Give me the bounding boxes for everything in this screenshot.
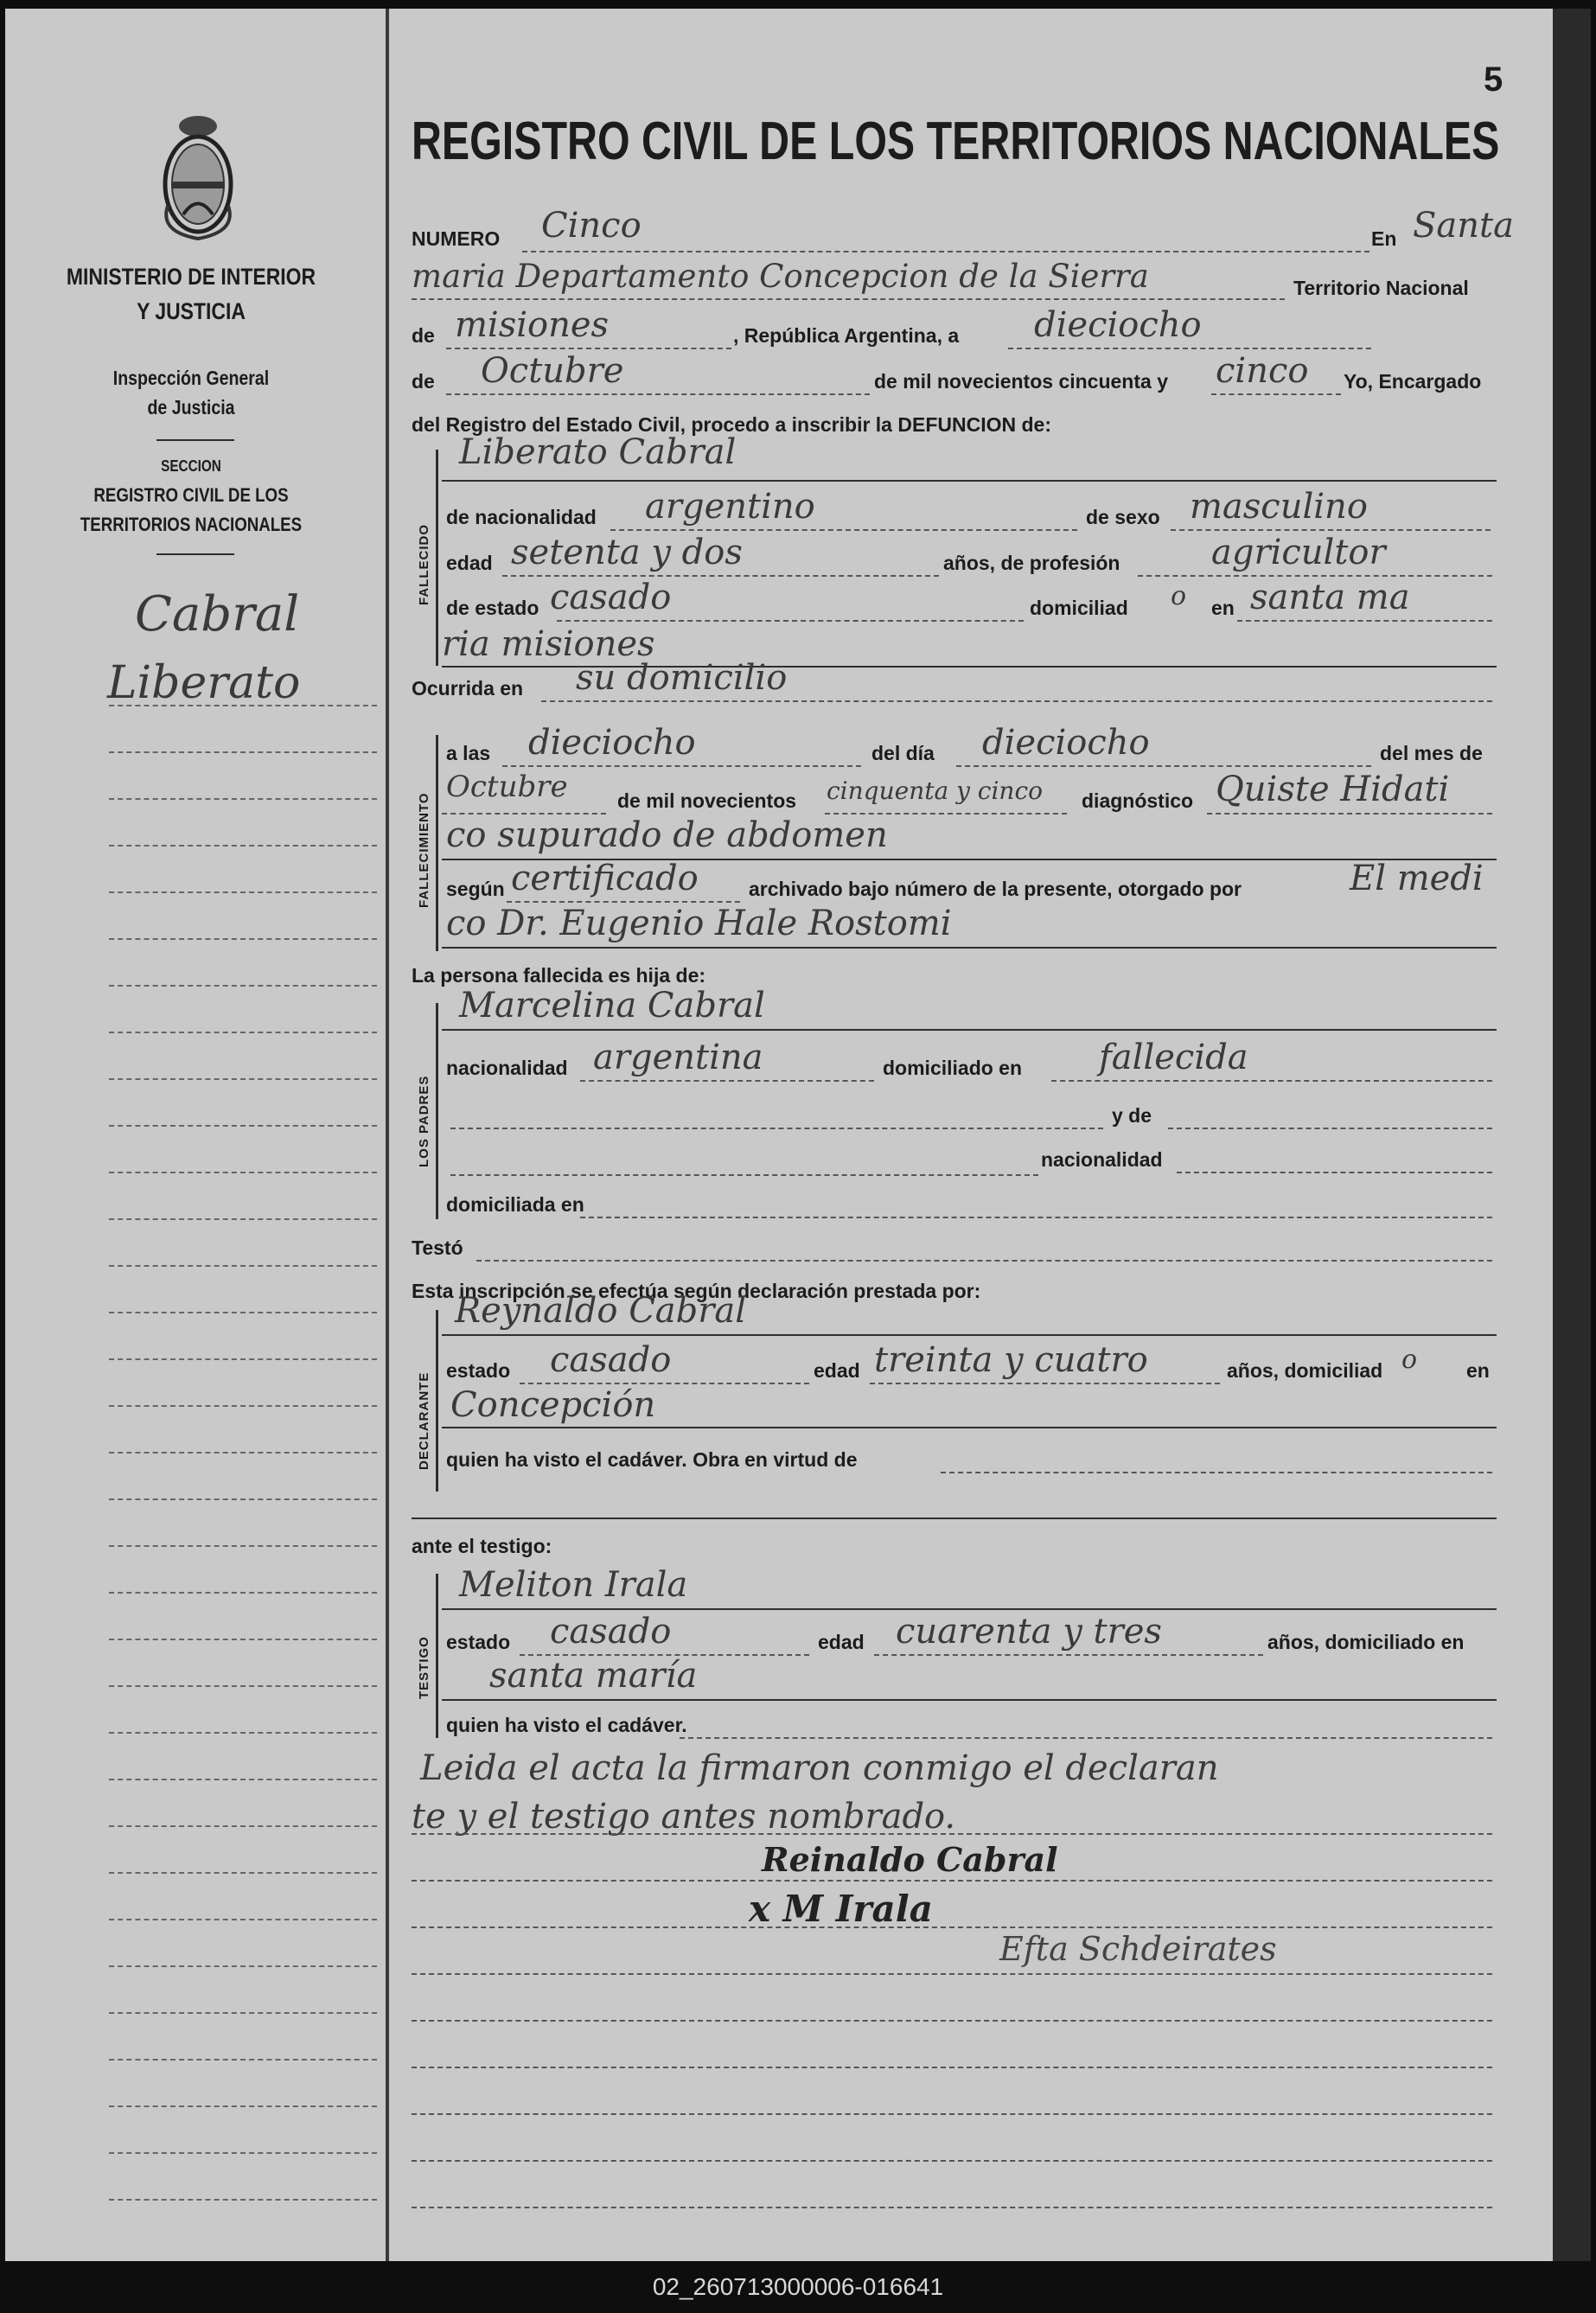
fill-line bbox=[825, 813, 1067, 815]
republica-label: , República Argentina, a bbox=[733, 324, 960, 347]
mes-value: Octubre bbox=[481, 351, 624, 391]
visto-label: quien ha visto el cadáver. bbox=[446, 1714, 687, 1736]
fill-line bbox=[1207, 813, 1492, 815]
otorgado-value-1: El medi bbox=[1350, 859, 1484, 898]
fill-line bbox=[1237, 620, 1492, 622]
fill-line bbox=[412, 1518, 1497, 1519]
fill-line bbox=[1211, 393, 1341, 395]
territorio-label: Territorio Nacional bbox=[1293, 277, 1469, 299]
fill-line bbox=[580, 1217, 1492, 1218]
y-de-label: y de bbox=[1112, 1104, 1152, 1127]
fill-line bbox=[476, 1260, 1492, 1262]
body-ruled-line bbox=[412, 2067, 1492, 2068]
test-edad-value: cuarenta y tres bbox=[896, 1612, 1162, 1652]
section-fallecimiento: FALLECIMIENTO bbox=[417, 792, 431, 908]
madre-value: Marcelina Cabral bbox=[459, 986, 765, 1026]
diagnostico-value-2: co supurado de abdomen bbox=[446, 815, 888, 855]
section-testigo: TESTIGO bbox=[417, 1636, 431, 1699]
margin-ruled-line bbox=[109, 1358, 377, 1360]
section-bracket bbox=[436, 1310, 438, 1492]
section-bracket bbox=[436, 735, 438, 951]
fill-line bbox=[1168, 1128, 1492, 1129]
fill-line bbox=[507, 901, 740, 903]
nombre-value: Liberato Cabral bbox=[459, 432, 737, 472]
margin-ruled-line bbox=[109, 1919, 377, 1920]
fill-line bbox=[450, 1128, 1103, 1129]
edad2-label: edad bbox=[814, 1359, 860, 1382]
fill-line bbox=[557, 620, 1024, 622]
section-bracket bbox=[436, 1574, 438, 1738]
margin-ruled-line bbox=[109, 705, 377, 706]
margin-ruled-line bbox=[109, 1172, 377, 1173]
fill-line bbox=[1051, 1080, 1492, 1082]
margin-ruled-line bbox=[109, 1592, 377, 1594]
ante-testigo-label: ante el testigo: bbox=[412, 1535, 552, 1557]
closing-line-2: te y el testigo antes nombrado. bbox=[412, 1797, 956, 1837]
margin-ruled-line bbox=[109, 938, 377, 940]
nacionalidad3-label: nacionalidad bbox=[1041, 1148, 1163, 1171]
estado2-label: estado bbox=[446, 1359, 511, 1382]
domicilio-value-1: santa ma bbox=[1250, 578, 1410, 617]
fill-line bbox=[520, 1383, 809, 1384]
margin-ruled-line bbox=[109, 1265, 377, 1267]
segun-value: certificado bbox=[511, 859, 699, 898]
inspection-name: Inspección General de Justicia bbox=[112, 367, 270, 419]
closing-line-1: Leida el acta la firmaron conmigo el declaran bbox=[420, 1748, 1219, 1788]
domicilio-value-2: ria misiones bbox=[442, 624, 655, 664]
segun-label: según bbox=[446, 878, 505, 900]
inscripcion-label: Esta inscripción se efectúa según declaración prestada por: bbox=[412, 1280, 981, 1302]
body-ruled-line bbox=[412, 1973, 1492, 1975]
ano-fallec-value: cinquenta y cinco bbox=[827, 776, 1044, 805]
margin-ruled-line bbox=[109, 1545, 377, 1547]
margin-ruled-line bbox=[109, 2059, 377, 2061]
margin-ruled-line bbox=[109, 2012, 377, 2014]
margin-rule bbox=[156, 553, 234, 555]
testigo-value: Meliton Irala bbox=[459, 1565, 688, 1605]
margin-surname: Cabral bbox=[135, 586, 300, 642]
de2-label: de bbox=[412, 370, 435, 393]
numero-label: NUMERO bbox=[412, 227, 501, 250]
margin-ruled-line bbox=[109, 798, 377, 800]
test-estado-value: casado bbox=[550, 1612, 672, 1652]
registro-label: del Registro del Estado Civil, procedo a inscribir la DEFUNCION de: bbox=[412, 413, 1051, 436]
del-dia-label: del día bbox=[871, 742, 935, 764]
diagnostico-label: diagnóstico bbox=[1082, 789, 1194, 812]
body-ruled-line bbox=[412, 1880, 1492, 1882]
decl-edad-value: treinta y cuatro bbox=[874, 1340, 1148, 1380]
argentina-coat-of-arms-icon bbox=[159, 111, 237, 240]
margin-ruled-line bbox=[109, 1685, 377, 1687]
page-number: 5 bbox=[1484, 61, 1503, 99]
fill-line bbox=[870, 1383, 1220, 1384]
territorio-value: misiones bbox=[455, 305, 610, 345]
anos-profesion-label: años, de profesión bbox=[943, 552, 1120, 574]
margin-ruled-line bbox=[109, 1732, 377, 1734]
fill-line bbox=[541, 700, 1492, 702]
margin-ruled-line bbox=[109, 845, 377, 847]
lugar-value: maria Departamento Concepcion de la Sierra bbox=[412, 258, 1149, 295]
body-ruled-line bbox=[412, 1833, 1492, 1835]
section-padres: LOS PADRES bbox=[417, 1075, 431, 1167]
signature-encargado: Efta Schdeirates bbox=[999, 1930, 1277, 1968]
mil-novecientos-label: de mil novecientos cincuenta y bbox=[874, 370, 1168, 393]
fill-line bbox=[956, 765, 1371, 767]
fill-line bbox=[874, 1654, 1263, 1656]
numero-value: Cinco bbox=[541, 206, 642, 246]
dom-suffix: o bbox=[1171, 581, 1187, 611]
edad3-label: edad bbox=[818, 1631, 865, 1653]
decl-dom-suffix: o bbox=[1401, 1345, 1418, 1375]
signature-declarante: Reinaldo Cabral bbox=[762, 1840, 1058, 1879]
register-page bbox=[5, 9, 1553, 2261]
anos-dom-label: años, domiciliad bbox=[1227, 1359, 1383, 1382]
domiciliada-en-label: domiciliada en bbox=[446, 1193, 584, 1216]
fill-line bbox=[680, 1737, 1492, 1739]
en-label: En bbox=[1371, 227, 1397, 250]
margin-ruled-line bbox=[109, 1452, 377, 1454]
diagnostico-value-1: Quiste Hidati bbox=[1216, 770, 1450, 809]
fill-line bbox=[580, 1080, 874, 1082]
fill-line bbox=[1177, 1172, 1492, 1173]
anos-dom3-label: años, domiciliado en bbox=[1267, 1631, 1465, 1653]
ocurrida-label: Ocurrida en bbox=[412, 677, 524, 700]
visto-obra-label: quien ha visto el cadáver. Obra en virtud de bbox=[446, 1448, 858, 1471]
fill-line bbox=[412, 298, 1285, 300]
estado-value: casado bbox=[550, 578, 672, 617]
section-bracket bbox=[436, 450, 438, 666]
margin-ruled-line bbox=[109, 1825, 377, 1827]
image-reference: 02_260713000006-016641 bbox=[0, 2261, 1596, 2313]
section-bracket bbox=[436, 1003, 438, 1219]
body-ruled-line bbox=[412, 2207, 1492, 2208]
testo-label: Testó bbox=[412, 1236, 463, 1259]
margin-ruled-line bbox=[109, 1405, 377, 1407]
fill-line bbox=[941, 1472, 1492, 1473]
margin-ruled-line bbox=[109, 1125, 377, 1127]
section-fallecido: FALLECIDO bbox=[417, 524, 431, 605]
margin-ruled-line bbox=[109, 1639, 377, 1640]
estado-label: de estado bbox=[446, 597, 539, 619]
en-label: en bbox=[1211, 597, 1235, 619]
margin-ruled-line bbox=[109, 2152, 377, 2154]
margin-ruled-line bbox=[109, 1312, 377, 1313]
dia-fallec-value: dieciocho bbox=[982, 723, 1150, 763]
margin-ruled-line bbox=[109, 1779, 377, 1780]
body-ruled-line bbox=[412, 1926, 1492, 1928]
fill-line bbox=[442, 1334, 1497, 1336]
margin-ruled-line bbox=[109, 1078, 377, 1080]
decl-dom-value: Concepción bbox=[450, 1385, 656, 1425]
section-declarante: DECLARANTE bbox=[417, 1371, 431, 1470]
margin-ruled-line bbox=[109, 1965, 377, 1967]
fill-line bbox=[1008, 348, 1371, 349]
fill-line bbox=[522, 251, 1369, 252]
fill-line bbox=[502, 575, 939, 577]
body-ruled-line bbox=[412, 2020, 1492, 2022]
ministry-name: MINISTERIO DE INTERIOR Y JUSTICIA bbox=[66, 264, 316, 324]
hora-value: dieciocho bbox=[528, 723, 696, 763]
nacionalidad2-label: nacionalidad bbox=[446, 1057, 568, 1079]
body-ruled-line bbox=[412, 2160, 1492, 2162]
mes-fallec-value: Octubre bbox=[446, 770, 568, 804]
domiciliado-en-label: domiciliado en bbox=[883, 1057, 1023, 1079]
en-value: Santa bbox=[1413, 206, 1514, 246]
fill-line bbox=[610, 529, 1077, 531]
madre-nac-value: argentina bbox=[593, 1038, 763, 1077]
margin-ruled-line bbox=[109, 751, 377, 753]
madre-dom-value: fallecida bbox=[1099, 1038, 1248, 1077]
profesion-value: agricultor bbox=[1211, 533, 1386, 572]
margin-ruled-line bbox=[109, 985, 377, 987]
margin-ruled-line bbox=[109, 1872, 377, 1874]
margin-ruled-line bbox=[109, 1498, 377, 1500]
page-title: REGISTRO CIVIL DE LOS TERRITORIOS NACIONALES bbox=[412, 112, 1500, 171]
fill-line bbox=[1138, 575, 1492, 577]
ocurrida-value: su domicilio bbox=[576, 658, 788, 698]
body-ruled-line bbox=[412, 2113, 1492, 2115]
nacionalidad-label: de nacionalidad bbox=[446, 506, 597, 528]
de-label: de bbox=[412, 324, 435, 347]
archivado-label: archivado bajo número de la presente, otorgado por bbox=[749, 878, 1242, 900]
margin-ruled-line bbox=[109, 891, 377, 893]
fill-line bbox=[1171, 529, 1491, 531]
domiciliado-label: domiciliad bbox=[1030, 597, 1128, 619]
margin-ruled-line bbox=[109, 2105, 377, 2107]
fill-line bbox=[442, 1029, 1497, 1031]
sexo-value: masculino bbox=[1190, 487, 1368, 527]
fill-line bbox=[442, 1427, 1497, 1428]
fill-line bbox=[442, 813, 606, 815]
fill-line bbox=[442, 1608, 1497, 1610]
del-mes-label: del mes de bbox=[1380, 742, 1483, 764]
signature-testigo: x M Irala bbox=[749, 1888, 933, 1930]
nacionalidad-value: argentino bbox=[645, 487, 815, 527]
margin-ruled-line bbox=[109, 1218, 377, 1220]
margin-ruled-line bbox=[109, 2199, 377, 2201]
section-name: SECCION REGISTRO CIVIL DE LOS TERRITORIOS NACIONALES bbox=[80, 457, 303, 535]
ano-value: cinco bbox=[1216, 351, 1309, 391]
edad-label: edad bbox=[446, 552, 493, 574]
book-spine bbox=[1553, 9, 1591, 2261]
test-dom-value: santa maría bbox=[489, 1656, 698, 1696]
fill-line bbox=[442, 947, 1497, 949]
en2-label: en bbox=[1466, 1359, 1490, 1382]
otorgado-value-2: co Dr. Eugenio Hale Rostomi bbox=[446, 904, 952, 943]
margin-ruled-line bbox=[109, 1032, 377, 1033]
fill-line bbox=[442, 480, 1497, 482]
dia-value: dieciocho bbox=[1034, 305, 1202, 345]
yo-label: Yo, Encargado bbox=[1344, 370, 1482, 393]
margin-given-name: Liberato bbox=[107, 657, 301, 709]
margin-divider bbox=[386, 9, 389, 2261]
fill-line bbox=[502, 765, 861, 767]
decl-estado-value: casado bbox=[550, 1340, 672, 1380]
declarante-value: Reynaldo Cabral bbox=[455, 1291, 747, 1331]
fill-line bbox=[446, 393, 870, 395]
estado3-label: estado bbox=[446, 1631, 511, 1653]
fill-line bbox=[442, 1699, 1497, 1701]
fill-line bbox=[446, 348, 731, 349]
hija-de-label: La persona fallecida es hija de: bbox=[412, 964, 706, 987]
de-mil-novecientos-label: de mil novecientos bbox=[617, 789, 797, 812]
fill-line bbox=[450, 1174, 1038, 1176]
sexo-label: de sexo bbox=[1086, 506, 1160, 528]
edad-value: setenta y dos bbox=[511, 533, 743, 572]
margin-rule bbox=[156, 439, 234, 441]
a-las-label: a las bbox=[446, 742, 491, 764]
